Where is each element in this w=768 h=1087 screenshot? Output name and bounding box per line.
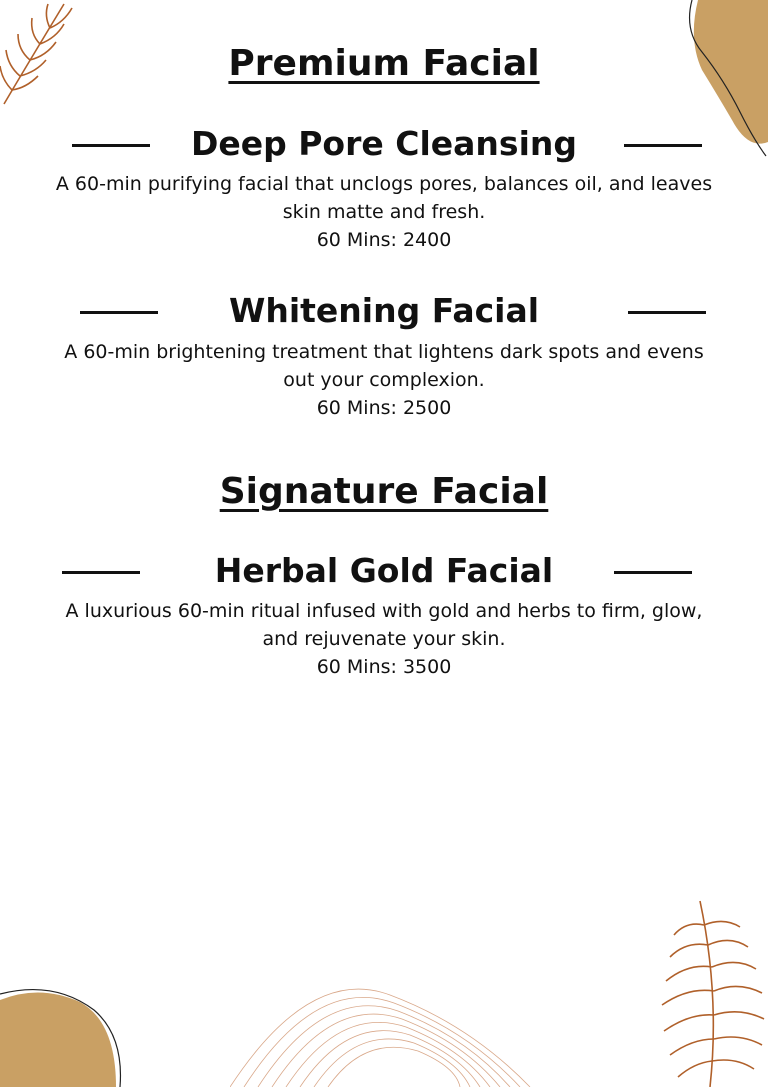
- line-art-icon: [230, 975, 550, 1087]
- service-description: [50, 338, 718, 422]
- service-price: 60 Mins: 2500: [316, 397, 452, 419]
- service-name: Herbal Gold Facial: [214, 551, 554, 590]
- blob-icon: [0, 980, 130, 1087]
- service-description-text: A luxurious 60-min ritual infused with gold and herbs to firm, glow, and rejuvenate your skin.: [65, 600, 703, 650]
- service-header-herbal-gold: [0, 549, 768, 599]
- section-title-premium: Premium Facial: [228, 43, 540, 84]
- service-description: [50, 597, 718, 681]
- service-description: [50, 170, 718, 254]
- service-name: Whitening Facial: [228, 291, 540, 330]
- divider-line: [624, 144, 702, 147]
- leaf-icon: [630, 895, 768, 1087]
- service-description-text: A 60-min brightening treatment that lightens dark spots and evens out your complexion.: [64, 341, 704, 391]
- section-title-signature: Signature Facial: [219, 471, 549, 512]
- service-header-deep-pore: [0, 122, 768, 172]
- service-price: 60 Mins: 2400: [316, 229, 452, 251]
- service-description-text: A 60-min purifying facial that unclogs pores, balances oil, and leaves skin matte and fresh.: [55, 173, 713, 223]
- service-name: Deep Pore Cleansing: [190, 124, 577, 163]
- divider-line: [628, 311, 706, 314]
- service-header-whitening: [0, 289, 768, 339]
- divider-line: [614, 571, 692, 574]
- service-price: 60 Mins: 3500: [316, 656, 452, 678]
